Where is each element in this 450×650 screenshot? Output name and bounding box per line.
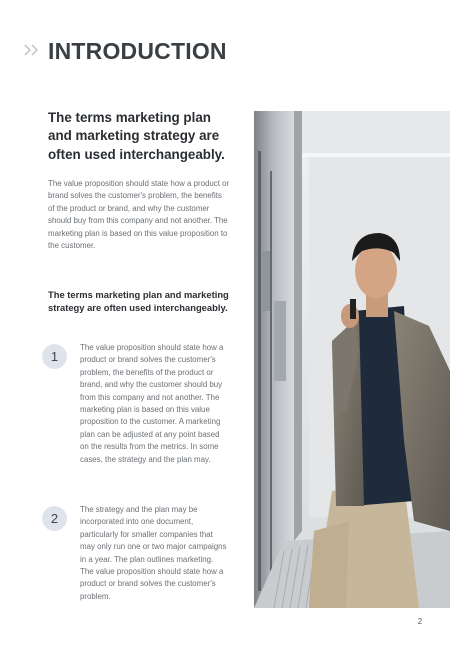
- double-chevron-icon: [23, 42, 41, 58]
- list-item-text-2: The strategy and the plan may be incorporated into one document, particularly for smaller companies that may only run one or two major campaigns in a year. The plan outlines marketing. The value proposition should state how a product or brand solves the customer's problem.: [80, 505, 227, 601]
- number-badge-2: 2: [42, 506, 67, 531]
- number-badge-1: 1: [42, 344, 67, 369]
- man-on-phone-photo: [254, 111, 450, 608]
- intro-paragraph: The value proposition should state how a product or brand solves the customer's problem, the benefits of the product or brand, and why the customer should buy from this company and not another. The marketing plan is based on this value proposition to the customer.: [48, 179, 230, 251]
- page-title: INTRODUCTION: [48, 38, 227, 64]
- sub-heading: The terms marketing plan and marketing strategy are often used interchangeably.: [48, 289, 229, 313]
- list-item-text-1: The value proposition should state how a product or brand solves the customer's problem, the benefits of the product or brand, and why the customer should buy from this company and not another. The marketing plan is based on this value proposition to the customer. A marketing plan can be adjusted at any point based on the results from the metrics. In some cases, the strategy and the plan may.: [80, 343, 224, 464]
- lead-heading: The terms marketing plan and marketing strategy are often used interchangeably.: [48, 110, 225, 162]
- page-number: 2: [417, 617, 423, 626]
